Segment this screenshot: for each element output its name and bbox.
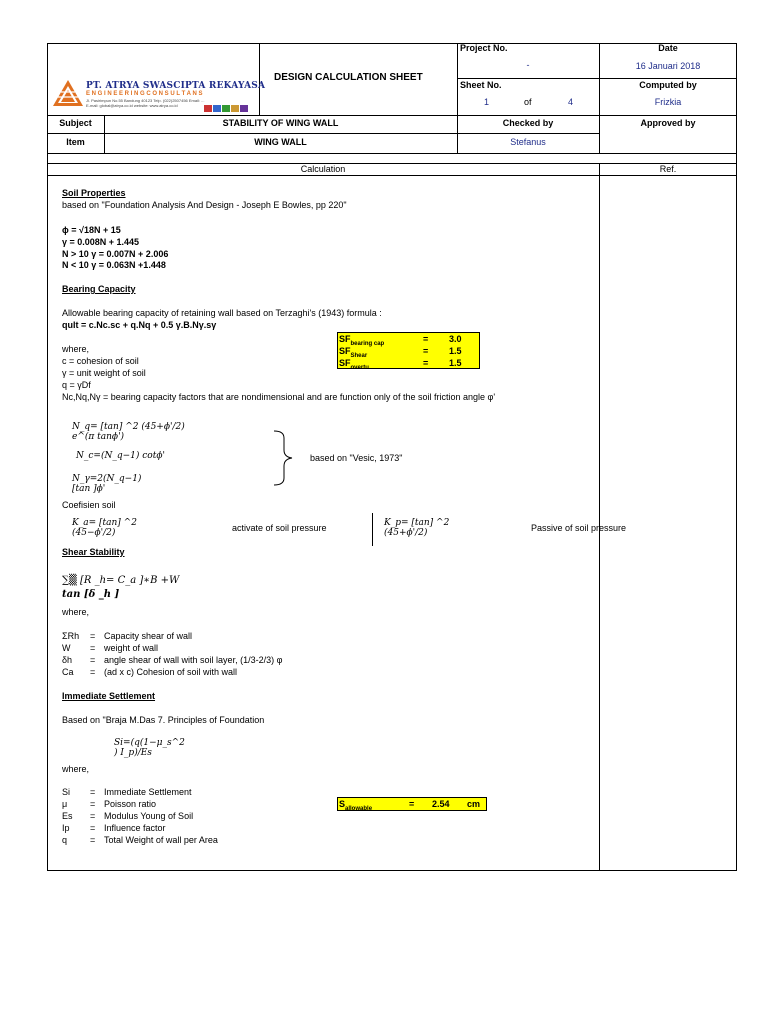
settlement-where: where,	[62, 764, 90, 774]
item-label: Item	[66, 137, 85, 147]
item-value: WING WALL	[254, 137, 307, 147]
settlement-def-eq: =	[90, 787, 96, 797]
soil-source: based on "Foundation Analysis And Design - Joseph E Bowles, pp 220"	[62, 200, 347, 210]
settlement-def-sym: μ	[62, 799, 68, 809]
settlement-def-eq: =	[90, 799, 96, 809]
ka-formula-line1: K_a= [tan] ^2	[72, 518, 137, 528]
sheet-of: of	[524, 97, 532, 107]
sf-label: SF	[339, 334, 351, 344]
sf-eq: =	[423, 334, 429, 344]
bearing-where: where,	[62, 344, 90, 354]
date-value: 16 Januari 2018	[635, 61, 701, 71]
divider	[47, 175, 737, 176]
ny-formula-line2: [tan ]ϕ'	[72, 484, 106, 494]
sf-label: SF	[339, 358, 351, 368]
bearing-intro: Allowable bearing capacity of retaining wall based on Terzaghi's (1943) formula :	[62, 308, 382, 318]
formula-divider	[372, 513, 373, 546]
sf-overturn-row	[339, 357, 477, 369]
shear-formula-line2: tan [δ _h ]	[62, 589, 120, 600]
divider	[47, 133, 599, 134]
ka-formula-line2: (45−ϕ'/2)	[72, 528, 116, 538]
sf-bearing-row	[339, 333, 477, 345]
kp-description: Passive of soil pressure	[531, 523, 627, 533]
sf-label: SF	[339, 346, 351, 356]
allowable-unit: cm	[467, 799, 481, 809]
settlement-formula-line1: Si=(q(1−μ_s^2	[114, 738, 185, 748]
settlement-def-desc: Poisson ratio	[104, 799, 157, 809]
shear-def-sym: δh	[62, 655, 73, 665]
sf-sub: bearing cap	[350, 340, 385, 347]
shear-def-sym: Ca	[62, 667, 74, 677]
settlement-formula-line2: ) I_p)/Es	[114, 748, 152, 758]
settlement-def-sym: Ip	[62, 823, 70, 833]
sf-value: 3.0	[449, 334, 462, 344]
checked-by-label: Checked by	[502, 118, 554, 128]
soil-eq-gamma-n-lt-10: N < 10 γ = 0.063N +1.448	[62, 260, 166, 270]
sheet-total: 4	[568, 97, 574, 107]
right-brace-icon	[272, 430, 302, 486]
ka-description: activate of soil pressure	[232, 523, 327, 533]
allowable-sub: allowable	[345, 805, 373, 812]
company-logo	[52, 79, 84, 107]
sf-value: 1.5	[449, 358, 462, 368]
settlement-def-desc: Immediate Settlement	[104, 787, 192, 797]
kp-formula-line2: (45+ϕ'/2)	[384, 528, 428, 538]
settlement-def-eq: =	[90, 835, 96, 845]
calculation-column-header: Calculation	[300, 164, 346, 174]
soil-heading: Soil Properties	[62, 188, 126, 198]
allowable-eq: =	[409, 799, 415, 809]
shear-formula-line1: ∑▒ [R _h= C_a ]∗B +W	[62, 575, 180, 586]
def-cohesion: c = cohesion of soil	[62, 356, 139, 366]
approved-by-label: Approved by	[640, 118, 696, 128]
vesic-reference: based on "Vesic, 1973"	[310, 453, 403, 463]
subject-value: STABILITY OF WING WALL	[222, 118, 339, 128]
doc-title: DESIGN CALCULATION SHEET	[274, 72, 423, 83]
divider	[259, 43, 260, 115]
shear-def-desc: (ad x c) Cohesion of soil with wall	[104, 667, 238, 677]
settlement-def-sym: Si	[62, 787, 71, 797]
bearing-heading: Bearing Capacity	[62, 284, 136, 294]
settlement-def-eq: =	[90, 811, 96, 821]
company-address: Jl. Pasirimpun No.55 Bandung 40123 Telp. (022)2507456 Email: ...	[86, 98, 205, 103]
company-name: PT. ATRYA SWASCIPTA REKAYASA	[86, 81, 266, 91]
subject-label: Subject	[59, 118, 92, 128]
settlement-def-eq: =	[90, 823, 96, 833]
shear-def-eq: =	[90, 655, 96, 665]
shear-def-desc: weight of wall	[104, 643, 159, 653]
settlement-def-desc: Influence factor	[104, 823, 166, 833]
company-subtitle: E N G I N E E R I N G C O N S U L T A N S	[86, 91, 203, 97]
coefficient-label: Coefisien soil	[62, 500, 116, 510]
allowable-label: S	[339, 799, 346, 809]
def-q: q = γDf	[62, 380, 91, 390]
sf-shear-row	[339, 345, 477, 357]
shear-def-sym: W	[62, 643, 71, 653]
shear-heading: Shear Stability	[62, 547, 125, 557]
allowable-value: 2.54	[432, 799, 450, 809]
ny-formula-line1: N_γ=2(N_q−1)	[72, 474, 142, 484]
shear-where: where,	[62, 607, 90, 617]
nc-formula: N_c=(N_q−1) cotϕ'	[76, 451, 165, 461]
settlement-def-sym: q	[62, 835, 68, 845]
computed-by-value: Frizkia	[654, 97, 682, 107]
date-label: Date	[658, 43, 678, 53]
sf-eq: =	[423, 346, 429, 356]
certification-badges	[204, 99, 256, 107]
divider	[47, 153, 737, 154]
soil-eq-gamma: γ = 0.008N + 1.445	[62, 237, 140, 247]
shear-def-desc: Capacity shear of wall	[104, 631, 193, 641]
soil-eq-gamma-n-gt-10: N > 10 γ = 0.007N + 2.006	[62, 249, 169, 259]
sheet-current: 1	[484, 97, 490, 107]
bearing-formula: qult = c.Nc.sc + q.Nq + 0.5 γ.B.Nγ.sγ	[62, 320, 217, 330]
settlement-def-desc: Total Weight of wall per Area	[104, 835, 218, 845]
shear-def-eq: =	[90, 631, 96, 641]
sheet-no-label: Sheet No.	[460, 80, 502, 90]
company-email: E-mail: global@atrya.co.id website: www.atrya.co.id	[86, 103, 178, 108]
project-no-value: -	[526, 60, 530, 70]
divider	[47, 115, 737, 116]
sf-sub: overtu	[350, 364, 369, 371]
allowable-settlement-row	[339, 798, 485, 810]
kp-formula-line1: K_p= [tan] ^2	[384, 518, 450, 528]
nq-formula-line2: e^(π tanϕ')	[72, 432, 125, 442]
def-unit-weight: γ = unit weight of soil	[62, 368, 146, 378]
settlement-def-sym: Es	[62, 811, 73, 821]
nq-formula-line1: N_q= [tan] ^2 (45+ϕ'/2)	[72, 422, 185, 432]
settlement-heading: Immediate Settlement	[62, 691, 156, 701]
sf-eq: =	[423, 358, 429, 368]
ref-column-header: Ref.	[659, 164, 677, 174]
shear-def-eq: =	[90, 667, 96, 677]
divider	[457, 78, 737, 79]
shear-def-desc: angle shear of wall with soil layer, (1/3-2/3) φ	[104, 655, 283, 665]
project-no-label: Project No.	[460, 43, 508, 53]
checked-by-value: Stefanus	[510, 137, 546, 147]
def-bearing-factors: Nc,Nq,Nγ = bearing capacity factors that are nondimensional and are function only of the soil friction angle φ'	[62, 392, 496, 402]
shear-def-eq: =	[90, 643, 96, 653]
sf-sub: Shear	[350, 352, 368, 359]
computed-by-label: Computed by	[639, 80, 697, 90]
soil-eq-phi: ϕ = √18N + 15	[62, 225, 121, 235]
shear-def-sym: ΣRh	[62, 631, 80, 641]
settlement-source: Based on "Braja M.Das 7. Principles of Foundation	[62, 715, 265, 725]
pyramid-logo-icon	[52, 79, 84, 107]
settlement-def-desc: Modulus Young of Soil	[104, 811, 194, 821]
sf-value: 1.5	[449, 346, 462, 356]
